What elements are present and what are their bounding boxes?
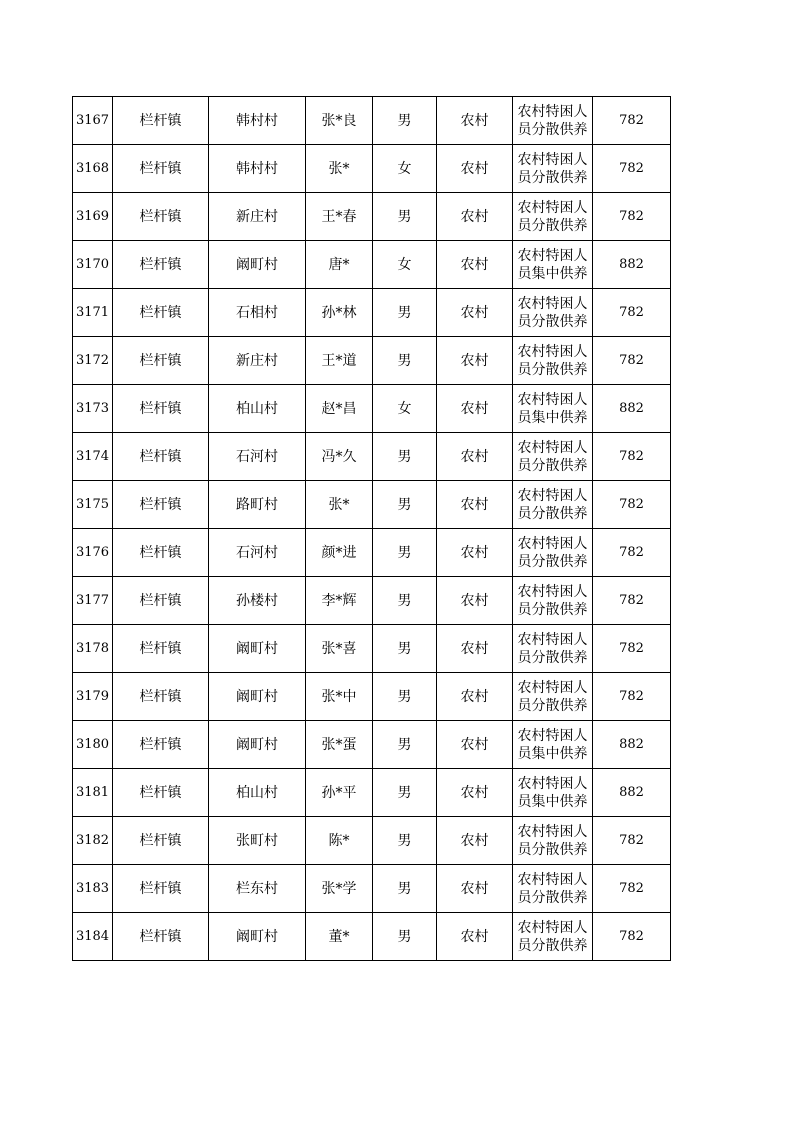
cell-support-category: 农村特困人员分散供养 [513, 97, 593, 145]
cell-gender: 女 [373, 385, 437, 433]
cell-person-name: 赵*昌 [306, 385, 373, 433]
cell-gender: 男 [373, 817, 437, 865]
cell-village: 新庄村 [209, 193, 306, 241]
cell-amount: 882 [593, 241, 671, 289]
cell-support-category: 农村特困人员集中供养 [513, 769, 593, 817]
cell-area-type: 农村 [437, 433, 513, 481]
cell-village: 路町村 [209, 481, 306, 529]
cell-village: 阚町村 [209, 625, 306, 673]
cell-area-type: 农村 [437, 529, 513, 577]
cell-amount: 782 [593, 433, 671, 481]
cell-area-type: 农村 [437, 673, 513, 721]
table-row [73, 385, 671, 433]
cell-person-name: 董* [306, 913, 373, 961]
cell-area-type: 农村 [437, 241, 513, 289]
table-row [73, 913, 671, 961]
cell-town: 栏杆镇 [113, 97, 209, 145]
table-row [73, 337, 671, 385]
cell-town: 栏杆镇 [113, 481, 209, 529]
cell-support-category: 农村特困人员分散供养 [513, 193, 593, 241]
cell-amount: 782 [593, 193, 671, 241]
cell-serial-number: 3175 [73, 481, 113, 529]
cell-town: 栏杆镇 [113, 433, 209, 481]
cell-area-type: 农村 [437, 865, 513, 913]
cell-town: 栏杆镇 [113, 529, 209, 577]
cell-amount: 782 [593, 145, 671, 193]
table-row [73, 769, 671, 817]
cell-serial-number: 3171 [73, 289, 113, 337]
cell-village: 韩村村 [209, 97, 306, 145]
cell-area-type: 农村 [437, 337, 513, 385]
cell-area-type: 农村 [437, 289, 513, 337]
cell-village: 韩村村 [209, 145, 306, 193]
cell-gender: 男 [373, 337, 437, 385]
cell-amount: 782 [593, 289, 671, 337]
cell-gender: 女 [373, 145, 437, 193]
cell-town: 栏杆镇 [113, 577, 209, 625]
table-row [73, 673, 671, 721]
cell-serial-number: 3169 [73, 193, 113, 241]
cell-support-category: 农村特困人员分散供养 [513, 433, 593, 481]
cell-village: 张町村 [209, 817, 306, 865]
cell-village: 新庄村 [209, 337, 306, 385]
cell-village: 石相村 [209, 289, 306, 337]
cell-person-name: 张*喜 [306, 625, 373, 673]
table-row [73, 481, 671, 529]
cell-gender: 男 [373, 865, 437, 913]
table-row [73, 145, 671, 193]
cell-support-category: 农村特困人员分散供养 [513, 913, 593, 961]
cell-amount: 782 [593, 865, 671, 913]
cell-area-type: 农村 [437, 481, 513, 529]
cell-area-type: 农村 [437, 193, 513, 241]
cell-person-name: 孙*平 [306, 769, 373, 817]
cell-gender: 男 [373, 193, 437, 241]
cell-support-category: 农村特困人员分散供养 [513, 337, 593, 385]
table-row [73, 577, 671, 625]
cell-town: 栏杆镇 [113, 385, 209, 433]
cell-gender: 女 [373, 241, 437, 289]
cell-serial-number: 3182 [73, 817, 113, 865]
cell-support-category: 农村特困人员分散供养 [513, 865, 593, 913]
cell-amount: 782 [593, 577, 671, 625]
cell-town: 栏杆镇 [113, 145, 209, 193]
cell-support-category: 农村特困人员集中供养 [513, 241, 593, 289]
table-row [73, 433, 671, 481]
cell-gender: 男 [373, 721, 437, 769]
cell-person-name: 唐* [306, 241, 373, 289]
cell-amount: 782 [593, 529, 671, 577]
cell-serial-number: 3178 [73, 625, 113, 673]
cell-town: 栏杆镇 [113, 769, 209, 817]
cell-area-type: 农村 [437, 769, 513, 817]
cell-serial-number: 3173 [73, 385, 113, 433]
cell-village: 柏山村 [209, 385, 306, 433]
cell-person-name: 颜*进 [306, 529, 373, 577]
cell-person-name: 孙*林 [306, 289, 373, 337]
cell-serial-number: 3181 [73, 769, 113, 817]
cell-gender: 男 [373, 289, 437, 337]
cell-village: 阚町村 [209, 673, 306, 721]
cell-amount: 782 [593, 673, 671, 721]
cell-area-type: 农村 [437, 97, 513, 145]
cell-amount: 782 [593, 481, 671, 529]
cell-village: 阚町村 [209, 721, 306, 769]
cell-village: 栏东村 [209, 865, 306, 913]
cell-serial-number: 3174 [73, 433, 113, 481]
cell-support-category: 农村特困人员分散供养 [513, 481, 593, 529]
cell-gender: 男 [373, 529, 437, 577]
cell-area-type: 农村 [437, 625, 513, 673]
cell-serial-number: 3179 [73, 673, 113, 721]
cell-person-name: 张*蛋 [306, 721, 373, 769]
cell-person-name: 王*春 [306, 193, 373, 241]
cell-amount: 882 [593, 721, 671, 769]
cell-person-name: 张*中 [306, 673, 373, 721]
cell-support-category: 农村特困人员分散供养 [513, 625, 593, 673]
cell-village: 石河村 [209, 433, 306, 481]
cell-support-category: 农村特困人员分散供养 [513, 529, 593, 577]
cell-person-name: 张* [306, 481, 373, 529]
cell-amount: 782 [593, 913, 671, 961]
cell-town: 栏杆镇 [113, 817, 209, 865]
cell-town: 栏杆镇 [113, 865, 209, 913]
cell-serial-number: 3170 [73, 241, 113, 289]
cell-serial-number: 3177 [73, 577, 113, 625]
cell-town: 栏杆镇 [113, 193, 209, 241]
cell-area-type: 农村 [437, 145, 513, 193]
table-row [73, 721, 671, 769]
cell-person-name: 陈* [306, 817, 373, 865]
cell-gender: 男 [373, 913, 437, 961]
roster-body [73, 97, 671, 961]
table-row [73, 97, 671, 145]
cell-town: 栏杆镇 [113, 625, 209, 673]
cell-amount: 882 [593, 769, 671, 817]
table-row [73, 529, 671, 577]
cell-support-category: 农村特困人员集中供养 [513, 721, 593, 769]
cell-area-type: 农村 [437, 721, 513, 769]
table-row [73, 865, 671, 913]
cell-person-name: 张*学 [306, 865, 373, 913]
cell-gender: 男 [373, 433, 437, 481]
cell-person-name: 李*辉 [306, 577, 373, 625]
cell-town: 栏杆镇 [113, 241, 209, 289]
cell-support-category: 农村特困人员分散供养 [513, 817, 593, 865]
cell-town: 栏杆镇 [113, 289, 209, 337]
cell-area-type: 农村 [437, 817, 513, 865]
cell-amount: 882 [593, 385, 671, 433]
cell-area-type: 农村 [437, 577, 513, 625]
cell-person-name: 王*道 [306, 337, 373, 385]
cell-gender: 男 [373, 769, 437, 817]
cell-village: 孙楼村 [209, 577, 306, 625]
cell-town: 栏杆镇 [113, 337, 209, 385]
cell-area-type: 农村 [437, 913, 513, 961]
cell-person-name: 张*良 [306, 97, 373, 145]
cell-serial-number: 3183 [73, 865, 113, 913]
table-row [73, 241, 671, 289]
cell-village: 阚町村 [209, 913, 306, 961]
cell-town: 栏杆镇 [113, 673, 209, 721]
roster-table [72, 96, 671, 961]
cell-amount: 782 [593, 337, 671, 385]
cell-amount: 782 [593, 97, 671, 145]
cell-support-category: 农村特困人员分散供养 [513, 289, 593, 337]
cell-serial-number: 3168 [73, 145, 113, 193]
table-row [73, 193, 671, 241]
table-row [73, 289, 671, 337]
cell-village: 柏山村 [209, 769, 306, 817]
cell-support-category: 农村特困人员分散供养 [513, 145, 593, 193]
cell-area-type: 农村 [437, 385, 513, 433]
cell-town: 栏杆镇 [113, 913, 209, 961]
cell-support-category: 农村特困人员分散供养 [513, 673, 593, 721]
cell-serial-number: 3167 [73, 97, 113, 145]
cell-gender: 男 [373, 673, 437, 721]
cell-support-category: 农村特困人员集中供养 [513, 385, 593, 433]
cell-person-name: 张* [306, 145, 373, 193]
table-row [73, 625, 671, 673]
cell-person-name: 冯*久 [306, 433, 373, 481]
cell-gender: 男 [373, 97, 437, 145]
cell-town: 栏杆镇 [113, 721, 209, 769]
cell-serial-number: 3184 [73, 913, 113, 961]
cell-serial-number: 3176 [73, 529, 113, 577]
cell-support-category: 农村特困人员分散供养 [513, 577, 593, 625]
cell-village: 石河村 [209, 529, 306, 577]
cell-serial-number: 3180 [73, 721, 113, 769]
table-row [73, 817, 671, 865]
cell-village: 阚町村 [209, 241, 306, 289]
cell-amount: 782 [593, 625, 671, 673]
cell-gender: 男 [373, 577, 437, 625]
cell-gender: 男 [373, 481, 437, 529]
cell-serial-number: 3172 [73, 337, 113, 385]
cell-amount: 782 [593, 817, 671, 865]
cell-gender: 男 [373, 625, 437, 673]
